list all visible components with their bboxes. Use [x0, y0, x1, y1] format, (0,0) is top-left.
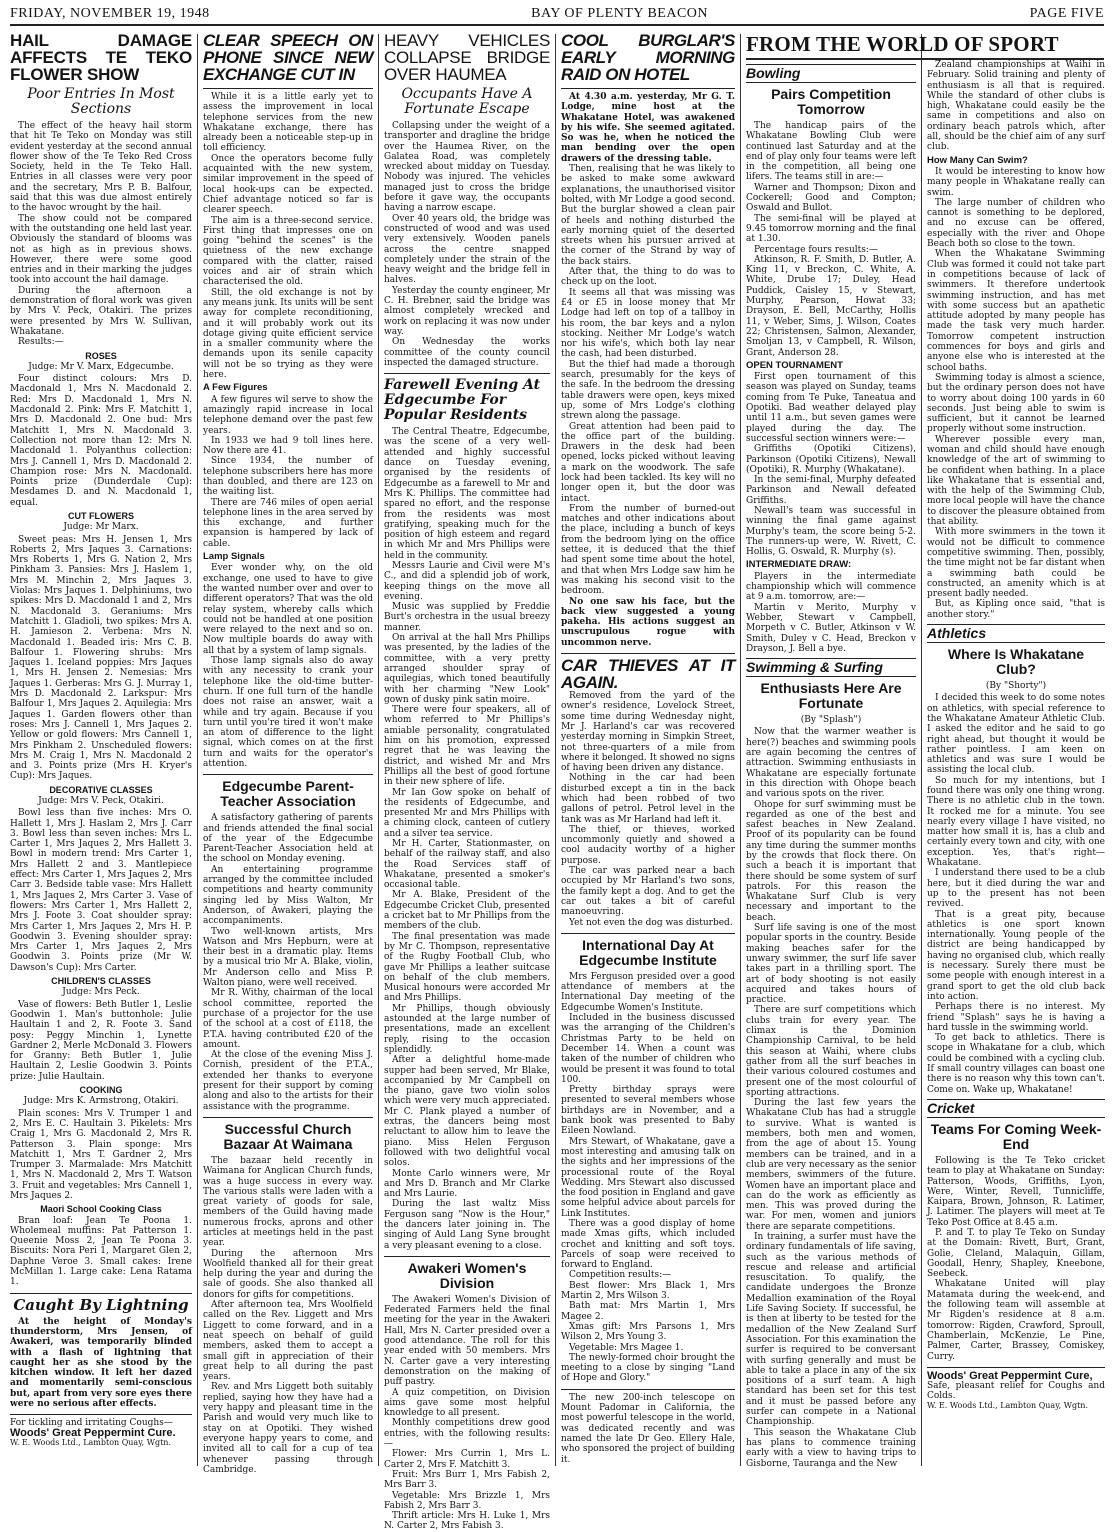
paragraph: In the semi-final, Murphy defeated Parkinson and Newall defeated Griffiths. — [746, 475, 916, 506]
paragraph: Vegetable: Mrs Magee 1. — [569, 1342, 684, 1353]
paragraph: But, as Kipling once said, "that is another story." — [927, 599, 1105, 620]
paragraph: Once the operators become fully acquainted with the new system, similar improvement in the speed of local hook-ups can be expected. Chief advantage noticed so far is clearer speech. — [203, 153, 373, 216]
paragraph: After a delightful home-made supper had been served, Mr Blake, accompanied by Mr Campbell on the piano, gave two violin solos which were very much appreciated. Mr C. Plank played a number of extras, the dancers being most reluctant to allow him to leave the piano. Miss Helen Ferguson followed with two delightful vocal solos. — [384, 1055, 550, 1169]
paragraph: But the thief had made a thorough search, presumably for the keys of the safe. In the bedroom the dressing table drawers were open, keys mixed up, some of Mrs Lodge's clothing strewn along the passage. — [561, 359, 735, 422]
paragraph: Mr H. Carter, Stationmaster, on behalf of the railway staff, and also the Road Services staff of Whakatane, presented a smoker's occasional table. — [384, 839, 550, 891]
paragraph: Pretty birthday sprays were presented to several members whose birthdays are in November, and a bank book was presented to Baby Eileen Nowland. — [561, 1085, 735, 1137]
paragraph-closing: No one saw his face, but the back view suggested a young pakeha. His actions suggest an unscrupulous rogue with uncommon nerve. — [561, 596, 735, 648]
paragraph: Ohope for surf swimming must be regarded as one of the best and safest beaches in New Zealand. Proof of its popularity can be found any time during the summer months by the crowds that flock there. On such a beach it is important that there should be some system of surf patrols. For this reason the Whakatane Surf Club is very necessary and important to the beach. — [746, 799, 916, 923]
paragraph: Flower: Mrs Currin 1, Mrs L. Carter 2, Mrs F. Matchitt 3. — [384, 1449, 550, 1470]
paragraph: Atkinson, R. F. Smith, D. Butler, A. King 11, v Breckon, C. White, A. White, Drube 17; Duley, Head Puddick, Caisley 15, v Stewart, Murphy, Pearson, Howat 33; Drayson, E. Bell, McCarthy, Hollis 11, v Weber, Sims, J. Wilson, Coates 22; Christensen, Salmon, Alexander, Smoljan 13, v Campbell, R. Wilson, Grant, Anderson 28. — [746, 254, 916, 358]
paragraph: Newall's team was successful in winning the final game against Murphy's team, the score being 5-2. The runners-up were, W. Rivett, C. Hollis, G. Oswald, R. Murphy (s). — [746, 505, 916, 558]
ad-footer: W. E. Woods Ltd., Lambton Quay, Wgtn. — [927, 1400, 1088, 1410]
masthead-date: FRIDAY, NOVEMBER 19, 1948 — [10, 6, 210, 21]
advertisement-woods — [927, 1371, 1105, 1411]
paragraph: Xmas gift: Mrs Parsons 1, Mrs Wilson 2, Mrs Young 3. — [561, 1321, 735, 1343]
paragraph: The final presentation was made by Mr C. Thompson, representative of the Rugby Football Club, who gave Mr Phillips a leather suitcase on behalf of the club members. Musical honours were accorded Mr and Mrs Phillips. — [384, 931, 550, 1004]
paragraph: Following is the Te Teko cricket team to play at Whakatane on Sunday: Patterson, Woods, Griffiths, Lyon, Were, Winter, Revell, Tunnicliffe, Kaipara, Brown, Johnson, R. Latimer, J. Latimer. The players will meet at Te Teko Post Office at 8.45 a.m. — [927, 1155, 1105, 1228]
paragraph: Results:— — [18, 337, 64, 348]
paragraph: Zealand championships at Waihi in February. Solid training and plenty of enthusiasm is all that is required. While the standard of other clubs is high, Whakatane could easily be the same in competitions and also on ordinary beach patrols which, after all, should be the chief aim of any surf club. — [927, 60, 1105, 153]
divider — [384, 373, 550, 374]
paragraph: Rev. and Mrs Liggett both suitably replied, saying how they have had a very happy and pleasant time in the Parish and would very much like to stay on at Opotiki. They wished everyone happy years to come, and invited all to call for a cup of tea whenever passing through Cambridge. — [203, 1382, 373, 1475]
divider — [561, 933, 735, 934]
paragraph: Monte Carlo winners were, Mr and Mrs D. Branch and Mr Clarke and Mrs Laurie. — [384, 1168, 550, 1200]
paragraph: Monthly competitions drew good entries, with the following results:— — [384, 1418, 550, 1450]
paragraph: The new 200-inch telescope on Mount Padomar in California, the most powerful telescope in the world, was dedicated recently and was named the late Dr Geo. Ellery Hale, who sponsored the project of building it. — [561, 1392, 735, 1465]
masthead — [10, 4, 1104, 26]
paragraph: Mrs Stewart, of Whakatane, gave a most interesting and amusing talk on the sights and her impressions of the processional route of the Royal Wedding. Mrs Stewart also discussed the food position in England and gave some helpful advice about parcels for Link Institutes. — [561, 1136, 735, 1219]
headline-parent-teacher: Edgecumbe Parent-Teacher Association — [220, 778, 356, 810]
paragraph: Two well-known artists, Mrs Watson and Mrs Hepburn, were at their best in a dramatic play. Items by a musical trio Mr A. Blake, violin, Mr Anderson cello and Miss P. Walton piano, were well received. — [203, 926, 373, 989]
paragraph: So much for my intentions, but I found there was only one thing wrong. There is no athletic club in the town. It rocked me for a minute. You see nearly every village I have visited, no matter how small it is, has a club and certainly every town and city, with one exception. Yes, that's right—Whakatane. — [927, 775, 1105, 869]
headline-hail-damage: HAIL DAMAGE AFFECTS TE TEKO FLOWER SHOW — [10, 31, 192, 84]
divider — [561, 88, 735, 89]
section-label-childrens: CHILDREN'S CLASSES — [51, 976, 151, 987]
subhead-poor-entries: Poor Entries In Most Sections — [27, 86, 175, 117]
paragraph: Mr Ian Gow spoke on behalf of the residents of Edgecumbe, and presented Mr and Mrs Phillips with a chiming clock, canteen of cutlery and a silver tea service. — [384, 787, 550, 839]
section-label-bowling: Bowling — [746, 64, 916, 83]
paragraph: There are surf competitions which clubs train for every year. The climax is the Dominion Championship Carnival, to be held this season at Waihi, where clubs gather from all the surf beaches in their various coloured costumes and present one of the most colourful of sporting attractions. — [746, 1005, 916, 1098]
divider — [203, 774, 373, 775]
paragraph: The newly-formed choir brought the meeting to a close by singing "Land of Hope and Glory." — [561, 1352, 735, 1384]
paragraph: That is a great pity, because athletics is one sport known internationally. Young people of the district are being handicapped by having no organised club, which really is necessary. Surely there must be some people with enough interest in a grand sport to get the old club back into action. — [927, 909, 1105, 1002]
paragraph: Warner and Thompson; Dixon and Cockerell; Good and Compton; Oswald and Bullot. — [746, 182, 916, 214]
judge-line: Judge: Mrs K. Armstrong, Otakiri. — [23, 1096, 179, 1107]
ad-line: Safe, pleasant relief for Coughs and Colds. — [927, 1380, 1105, 1401]
section-label-swimming: Swimming & Surfing — [746, 658, 916, 677]
subhead-intermediate-draw: INTERMEDIATE DRAW: — [746, 559, 852, 571]
paragraph: A quiz competition, on Division aims gave some most helpful knowledge to all present. — [384, 1387, 550, 1419]
judge-line: Judge: Mr V. Marx, Edgecumbe. — [28, 361, 174, 372]
paragraph: Whakatane United will play Matamata during the week-end, and the following team will assemble at Mr Rigden's residence at 8 a.m. tomorrow: Rigden, Crawford, Sproull, Chamberlain, McKenzie, Le Pine, Palmer, Carter, Brassey, Comiskey, Curry. — [927, 1279, 1105, 1362]
subhead-a-few-figures: A Few Figures — [203, 382, 268, 394]
paragraph: P. and T. to play Te Teko on Sunday at the Domain: Rivett, Burt, Grant, Golie, Cleland, Malaquin, Gillam, Goodall, Henry, Shapley, Kneebone, Seebeck. — [927, 1227, 1105, 1280]
ad-brand: Woods' Great Peppermint Cure. — [10, 1427, 176, 1440]
paragraph: From the number of burned-out matches and other indications about the place, including a bunch of keys from the bedroom lying on the office settee, it is deduced that the thief had spent some time about the hotel, and that when Mrs Lodge saw him he was making his second visit to the bedroom. — [561, 503, 735, 597]
divider — [561, 653, 735, 654]
paragraph: When the Whakatane Swimming Club was formed it could not take part in competitions because of lack of swimmers. It therefore undertook swimming instruction, and has met with some success but an apathetic attitude adopted by many people has made the task very much harder. Tomorrow competent instruction commences for boys and girls and anyone else who is interested at the school baths. — [927, 249, 1105, 373]
paragraph: Players in the intermediate championship which will commence at 9 a.m. tomorrow, are:— — [746, 571, 916, 603]
paragraph: Mrs Ferguson presided over a good attendance of members at the International Day meeting of the Edgecumbe Women's Institute. — [561, 971, 735, 1013]
paragraph: Mr Phillips, though obviously astounded at the large number of presentations, made an excellent reply, rising to the occasion splendidly. — [384, 1003, 550, 1055]
column-3 — [384, 31, 550, 1532]
paragraph: Thrift article: Mrs H. Luke 1, Mrs N. Carter 2, Mrs Fabish 3. — [384, 1511, 550, 1532]
headline-caught-by-lightning: Caught By Lightning — [13, 1295, 189, 1314]
paragraph: The aim is a three-second service. First thing that impresses one on going "behind the scenes" is the quietness of the new exchange compared with the clatter, raised voices and air of strain which characterised the old. — [203, 215, 373, 288]
divider — [10, 1293, 192, 1294]
paragraph: Included in the business discussed was the arranging of the Children's Christmas Party to be held on December 14. When a count was taken of the number of children who would be present it was found to total 100. — [561, 1013, 735, 1085]
headline-enthusiasts: Enthusiasts Here Are Fortunate — [760, 680, 902, 712]
judge-line: Judge: Mrs V. Peck, Otakiri. — [38, 796, 164, 806]
paragraph: Wherever possible every man, woman and child should have enough knowledge of the art of swimming to be confident when bathing. In a place like Whakatane that is essential and, with the help of the Swimming Club, more local people will have the chance to discover the pleasure obtained from that ability. — [927, 434, 1105, 528]
headline-car-thieves: CAR THIEVES AT IT AGAIN. — [561, 656, 735, 693]
divider — [203, 88, 373, 89]
paragraph: The show could not be compared with the outstanding one held last year. Obviously the standard of blooms was not as high as in previous shows. However, there were some good entries and in their marking the judges took into account the hail damage. — [10, 213, 192, 286]
results-cooking: Plain scones: Mrs V. Trumper 1 and 2, Mrs E. C. Haultain 3. Pikelets: Mrs Craig 1, Mrs G. Macdonald 2, Mrs R. Patterson 3. Plain sponge: Mrs Matchitt 1, Mrs T. Gardner 2, Mrs Trumper 3. Marmalade: Mrs Matchitt 1, Mrs N. Macdonald 2, Mrs T. Watson 3. Fruit and vegetables: Mrs Cannell 1, Mrs Jaques 2. — [10, 1108, 192, 1201]
paragraph: With more swimmers in the town it would not be difficult to commence competitive swimming. Then, possibly, the time might not be far distant when a swimming bath could be constructed, an amenity which is at present badly needed. — [927, 527, 1105, 600]
paragraph: Griffiths (Opotiki Citizens), Parkinson (Opotiki Citizens), Newall (Opotiki), R. Murphy (Whakatane). — [746, 444, 916, 475]
paragraph: After afternoon tea, Mrs Woolfield called on the Rev. Liggett and Mrs Liggett to come forward, and in a neat speech on behalf of guild members, asked them to accept a small gift in appreciation of their great help to all during the past years. — [203, 1300, 373, 1383]
paragraph: To get back to athletics. There is scope in Whakatane for a club, which could be combined with a cycling club. If small country villages can boast one there is no reason why this town can't. Come on. Wake up, Whakatane! — [927, 1033, 1105, 1095]
paragraph: A few figures wil serve to show the amazingly rapid increase in local telephone demand over the past few years. — [203, 394, 373, 436]
divider — [10, 1414, 192, 1415]
headline-awakeri-womens: Awakeri Women's Division — [407, 1259, 527, 1291]
paragraph: Collapsing under the weight of a transporter and dragline the bridge over the Haumea River, on the Galatea Road, was completely wrecked about midday on Tuesday. Nobody was injured. The vehicles managed just to cross the bridge before it gave way, the occupants having a narrow escape. — [384, 121, 550, 214]
paragraph: Now that the warmer weather is here(?) beaches and swimming pools are again becoming the centres of attraction. Swimming enthusiasts in Whakatane are especially fortunate in this direction with Ohope beach and various spots on the river. — [746, 727, 916, 800]
paragraph: Over 40 years old, the bridge was constructed of wood and was used very extensively. Wooden panels across the centre snapped completely under the strain of the heavy weight and the bridge fell in halves. — [384, 213, 550, 286]
paragraph: The bazaar held recently in Waimana for Anglican Church funds, was a huge success in every way. The various stalls were laden with a great variety of goods for sale, members of the Guild having made numerous frocks, aprons and other articles at meetings held in the past year. — [203, 1155, 373, 1249]
section-label-cricket: Cricket — [927, 1099, 1105, 1118]
masthead-paper-name: BAY OF PLENTY BEACON — [531, 6, 709, 21]
paragraph: During the afternoon Mrs Woolfield thanked all for their great help during the year and during the sale of goods. She also thanked all donors for gifts for competitions. — [203, 1248, 373, 1300]
advertisement-woods — [10, 1418, 192, 1448]
paragraph: In training, a surfer must have the ordinary fundamentals of life saving, such as the various methods of rescue and release and artificial resuscitation. To qualify, the candidate undergoes the Bronze Medallion examination of the Royal Life Saving Society. If successful, he is then at liberty to be tested for the medallion of the New Zealand Surf Association. For this examination the surfer is required to be conversant with surfing generally and must be able to take a place in any of the six positions of a surf team. A high standard has been set for this test and it must be passed before any surfer can compete in a National Championship. — [746, 1231, 916, 1428]
paragraph: Martin v Merito, Murphy v Webber, Stewart v Campbell, Morpeth v C. Butler, Atkinson v W. Smith, Duley v C. Head, Breckon v Drayson, J. Bell a bye. — [746, 602, 916, 654]
paragraph: A satisfactory gathering of parents and friends attended the final social of the year of the Edgecumbe Parent-Teacher Association held at the school on Monday evening. — [203, 813, 373, 865]
results-roses: Four distinct colours: Mrs D. Macdonald 1, Mrs N. Macdonald 2. Red: Mrs D. Macdonald 1, Mrs N. Macdonald 2. Pink: Mrs F. Matchitt 1, Mrs D. Macdonald 2. One bud: Mrs Matchitt 1, Mrs N. Macdonald 3. Collection not more than 12: Mrs N. Macdonald 1. Polyanthus collection: Mrs J. Cannell 1, Mrs D. Macdonald 2. Champion rose: Mrs N. Macdonald. Points prize (Dunderdale Cup): Mesdames D. and N. Macdonald 1, equal. — [10, 374, 192, 508]
paragraph-lead: At 4.30 a.m. yesterday, Mr G. T. Lodge, mine host at the Whakatane Hotel, was awakened by his wife. She seemed agitated. So was he, when he noticed the man bending over the open drawers of the dressing table. — [561, 92, 735, 164]
paragraph: While it is a little early yet to assess the improvement in local telephone services from the new Whakatane exchange, there has already been a noticeable step-up in toll efficiency. — [203, 92, 373, 154]
paragraph: During the afternoon a demonstration of floral work was given by Mrs V. Peck, Otakiri. The prizes were presented by Mrs W. Sullivan, Whakatane. — [10, 285, 192, 337]
paragraph: Mr R. Withy, chairman of the local school committee, reported the purchase of a projector for the use of the school at a cost of £118, the P.T.A. having contributed £20 of the amount. — [203, 988, 373, 1050]
divider — [561, 1389, 735, 1390]
paragraph: The Central Theatre, Edgecumbe, was the scene of a very well-attended and highly successful dance on Tuesday evening, organised by the residents of Edgecumbe as a farewell to Mr and Mrs K. Phillips. The committee had spared no effort, and the response from the residents was most gratifying, speaking much for the position of high esteem and regard in which Mr and Mrs Phillips were held in the community. — [384, 427, 550, 561]
paragraph: Percentage fours results:— — [754, 244, 878, 255]
paragraph: After that, the thing to do was to check up on the loot. — [561, 267, 735, 288]
section-label-cut-flowers: CUT FLOWERS — [68, 510, 134, 521]
paragraph: Yesterday the county engineer, Mr C. H. Brebner, said the bridge was almost completely wrecked and work on replacing it was now under way. — [384, 285, 550, 337]
paragraph: Music was supplied by Freddie Burt's orchestra in the usual breezy manner. — [384, 602, 550, 633]
section-title-world-of-sport: FROM THE WORLD OF SPORT — [746, 32, 1104, 60]
paragraph: The large number of children who cannot is something to be deplored, and no excuse can be offered, especially with the river and Ohope Beach both so close to the town. — [927, 197, 1105, 250]
headline-church-bazaar: Successful Church Bazaar At Waimana — [223, 1120, 353, 1152]
paragraph: Fruit: Mrs Burr 1, Mrs Fabish 2, Mrs Barr 3. — [384, 1469, 550, 1491]
section-label-maori-school: Maori School Cooking Class — [40, 1204, 162, 1215]
paragraph: On arrival at the hall Mrs Phillips was presented, by the ladies of the committee, with a very pretty arranged shoulder spray of aquilegias, which toned beautifully with her charming "New Look" gown of dusky pink satin moire. — [384, 633, 550, 705]
results-maori-school: Bran loaf: Jean Te Poona 1. Wholemeal muffins: Pat Patterson 1. Queenie Moss 2, Jean Te Poona 3. Biscuits: Nora Peri 1, Margaret Glen 2, Daphne Veroe 3. Small cakes: Irene McMillan 1. Large cake: Lena Ratama 1. — [10, 1215, 192, 1288]
headline-where-is-club: Where Is Whakatane Club? — [947, 646, 1085, 678]
results-cut-flowers: Sweet peas: Mrs H. Jensen 1, Mrs Roberts 2, Mrs Jaques 3. Carnations: Mrs Roberts 1, Mrs G. Nation 2, Mrs Pinkham 3. Pansies: Mrs J. Haslem 1, Mrs M. Minchin 2, Mrs Jaques 3. Violas: Mrs Jaques 1. Delphiniums, two spikes: Mrs D. Macdonald 1 and 2, Mrs N. Macdonald 3. Geraniums: Mrs Matchitt 1. Gladioli, two spikes: Mrs A. H. Jamieson 2. Verbena: Mrs N. Macdonald 1. Beaded iris: Mrs C. B. Balfour 1. Flowering shrubs: Mrs Jaques 1. Iceland poppies: Mrs Jaques 1, Mrs H. Jensen 2. Nemesias: Mrs Jaques 1. Gerberas: Mrs G. J. Murray 1, Mrs D. Macdonald 2. Larkspur: Mrs Balfour 1, Mrs Jaques 2. Aquilegia: Mrs Jaques 1. Garden flowers other than roses: Mrs J. Cannell 1, Mrs Jaques 2. Yellow or gold flowers: Mrs Cannell 1, Mrs Pinkham 2. Unscheduled flowers: Mrs M. Craig 1, Mrs N. Macdonald 2 and 3. Points prize (Mrs H. Kryer's Cup): Mrs Jaques. — [10, 534, 192, 782]
headline-pairs-competition: Pairs Competition Tomorrow — [771, 86, 891, 117]
paragraph: Those lamp signals also do away with any necessity to crank your telephone like the old-time butter-churn. If one full turn of the handle does not raise an answer, wait a while and try again. Because if you turn until you're tired it won't make an atom of difference to the light signal, which comes on at the first turn and waits for the operator's attention. — [203, 656, 373, 769]
headline-heavy-vehicles: HEAVY VEHICLES COLLAPSE BRIDGE OVER HAUMEA — [384, 31, 550, 84]
results-childrens: Vase of flowers: Beth Butler 1, Leslie Goodwin 1. Man's buttonhole: Julie Haultain 1 and 2, R. Foote 3. Sand posy: Peggy Minchin 1, Lynette Gardner 2, Merle McDonald 3. Flowers for Granny: Beth Butler 1, Julie Haultain 2, Leslie Goodwin 3. Points prize: Julie Haultain. — [10, 999, 192, 1082]
paragraph: Best flower: Mrs Black 1, Mrs Martin 2, Mrs Wilson 3. — [561, 1280, 735, 1302]
paragraph: First open tournament of this season was played on Sunday, teams coming from Te Puke, Taneatua and Opotiki. Bad weather delayed play until 11 a.m., but seven games were played during the day. The successful section winners were:— — [746, 372, 916, 444]
column-rule — [921, 34, 922, 1466]
headline-teams-week-end: Teams For Coming Week-End — [930, 1120, 1102, 1152]
column-rule — [378, 34, 379, 1466]
headline-farewell-evening: Farewell Evening At Edgecumbe For Popular Residents — [384, 377, 541, 424]
paragraph: There are 746 miles of open aerial telephone lines in the area served by this exchange, and further expansion is hampered by lack of cable. — [203, 497, 373, 549]
paragraph: An entertaining programme arranged by the committee included competitions and hearty community singing led by Miss Walton, Mr Anderson, of Awakeri, playing the accompaniments. — [203, 864, 373, 927]
paragraph: Then, realising that he was likely to be asked to make some awkward explanations, the unauthorised visitor bolted, with Mr Lodge a good second. But the burglar showed a clean pair of heels and nothing disturbed the early morning quiet of the deserted streets when his pursuer arrived at the corner of the Strand by way of the back stairs. — [561, 164, 735, 267]
headline-cool-burglar: COOL BURGLAR'S EARLY MORNING RAID ON HOTEL — [561, 31, 735, 84]
paragraph: Swimming today is almost a science, but the ordinary person does not have to worry about doing 100 yards in 60 seconds. Just being able to swim is sufficient, but it cannot be learned properly without some instruction. — [927, 372, 1105, 435]
column-rule — [197, 34, 198, 1466]
paragraph: Removed from the yard of the owner's residence, Lovelock Street, some time during Wednesday night, Mr J. Harland's car was recovered yesterday morning in Simpkin Street, not three-quarters of a mile from where it belonged. It showed no signs of having been driven any distance. — [561, 691, 735, 774]
column-4 — [561, 32, 735, 1468]
paragraph: Bath mat: Mrs Martin 1, Mrs Magee 2. — [561, 1301, 735, 1322]
paragraph: At the height of Monday's thunderstorm, Mrs Jensen, of Awakeri, was temporarily blinded with a flash of lightning that caught her as she stood by the kitchen window. It left her dazed and momentarily semi-conscious but, apart from very sore eyes there were no serious after effects. — [10, 1316, 192, 1410]
column-6 — [927, 60, 1105, 1468]
section-label-athletics: Athletics — [927, 624, 1105, 643]
paragraph: During the last few years the Whakatane Club has had a struggle to survive. What is wanted is members, both men and women, from the age of about 15. Young members can be trained, and in a club are very necessary as the senior members, swimmers of the future. Women have an important place and can do the work as efficiently as men. This was proved during the war. For men, women and juniors there are separate competitions. — [746, 1098, 916, 1232]
divider — [384, 1256, 550, 1257]
paragraph: Ever wonder why, on the old exchange, one used to have to give the wanted number over and over to different operators? That was the old relay system, whereby calls which could not be handled at one position were relayed to the next and so on. Now multiple boards do away with all that by a system of lamp signals. — [203, 563, 373, 656]
headline-clear-speech: CLEAR SPEECH ON PHONE SINCE NEW EXCHANGE CUT IN — [203, 31, 373, 84]
paragraph: The Awakeri Women's Division of Federated Farmers held the final meeting for the year in the Awakeri Hall, Mrs N. Carter presided over a good attendance. The roll for this year ended with 50 members. Mrs N. Carter gave a very interesting demonstration on the making of puff pastry. — [384, 1294, 550, 1388]
paragraph: This season the Whakatane Club has plans to commence training early with a view to having trips to Gisborne, Tauranga and the New — [746, 1427, 916, 1469]
paragraph: Since 1934, the number of telephone subscribers here has more than doubled, and there are 123 on the waiting list. — [203, 456, 373, 498]
paragraph: I understand there used to be a club here, but it died during the war and up to the present has not been revived. — [927, 868, 1105, 910]
paragraph: Competition results:— — [569, 1270, 672, 1281]
paragraph: The effect of the heavy hail storm that hit Te Teko on Monday was still evident yesterday at the second annual flower show of the Te Teko Red Cross Society, held in the Te Teko Hall. Entries in all classes were very poor and the secretary, Mrs P. B. Balfour, said that this was due almost entirely to the havoc wrought by the hail. — [10, 121, 192, 214]
paragraph: Still, the old exchange is not by any means junk. Its units will be sent away for complete reconditioning, and it will probably work out its dotage giving quite efficient service in a smaller community where the demands upon its senile capacity will not be so trying as they were here. — [203, 287, 373, 381]
judge-line: Judge: Mrs Peck. — [62, 987, 140, 998]
paragraph: During the last waltz Miss Ferguson sang "Now is the Hour," the dancers later joining in. The singing of Auld Lang Syne brought a very pleasant evening to a close. — [384, 1199, 550, 1251]
column-rule — [740, 34, 741, 1466]
paragraph: At the close of the evening Miss J. Cornish, president of the P.T.A., extended her thanks to everyone present for their support by coming along and also to the artists for their assistance with the programme. — [203, 1050, 373, 1112]
byline: (By "Shorty") — [985, 681, 1047, 692]
column-2 — [203, 31, 373, 1475]
paragraph: Mr A. Blake, President of the Edgecumbe Cricket Club, presented a cricket bat to Mr Phillips from the members of the club. — [384, 890, 550, 932]
subhead-how-many-can-swim: How Many Can Swim? — [927, 154, 1028, 166]
paragraph: The thief, or thieves, worked uncommonly quietly and showed a cool audacity worthy of a higher purpose. — [561, 824, 735, 866]
paragraph: I decided this week to do some notes on athletics, with special reference to the Whakatane Amateur Athletic Club. I asked the editor and he said to go right ahead, but thought it would be rather pointless. I am keen on athletics and was sure I would be assisting the local club. — [927, 693, 1105, 776]
ad-brand: Woods' Great Peppermint Cure, — [927, 1369, 1093, 1382]
paragraph: Great attention had been paid to the office part of the building. Drawers in the desk had been opened, locks picked without leaving a mark on the woodwork. The safe lock had been tackled. Its key will no longer open it, but the door was intact. — [561, 421, 735, 504]
column-1 — [10, 32, 192, 1468]
subhead-open-tournament: OPEN TOURNAMENT — [746, 359, 843, 371]
byline: (By "Splash") — [800, 715, 862, 726]
paragraph: Surf life saving is one of the most popular sports in the country. Beside making beaches safer for the unwary swimmer, the surf life saver takes part in a thrilling sport. The art of body shooting is not easily acquired and takes hours of practice. — [746, 923, 916, 1006]
paragraph: Perhaps there is no interest. My friend "Splash" says he is having a hard tussle in the swimming world. — [927, 1002, 1105, 1033]
paragraph: There was a good display of home made Xmas gifts, which included crochet and knitting and soft toys. Parcels of soap were received to forward to England. — [561, 1218, 735, 1271]
paragraph: The semi-final will be played at 9.45 tomorrow morning and the final at 1.30. — [746, 213, 916, 245]
divider — [203, 1117, 373, 1118]
ad-footer: W. E. Woods Ltd., Lambton Quay, Wgtn. — [10, 1438, 171, 1448]
paragraph: Vegetable: Mrs Brizzle 1, Mrs Fabish 2, Mrs Barr 3. — [384, 1490, 550, 1511]
section-label-roses: ROSES — [85, 350, 117, 361]
paragraph: There were four speakers, all of whom referred to Mr Phillips's amiable personality, congratulated him on his promotion, expressed regret that he was leaving the district, and wished Mr and Mrs Phillips all the best of good fortune in their new sphere of life. — [384, 705, 550, 788]
paragraph: It would be interesting to know how many people in Whakatane really can swim. — [927, 166, 1105, 198]
paragraph: Messrs Laurie and Civil were M's C., and did a splendid job of work, keeping things on the move all evening. — [384, 560, 550, 602]
paragraph: It seems all that was missing was £4 or £5 in loose money that Mr Lodge had left on top of a tallboy in his room, the bar keys and a nylon stocking. Neither Mr Lodge's watch nor his wife's, which both lay near the cash, had been disturbed. — [561, 287, 735, 360]
paragraph: On Wednesday the works committee of the county council inspected the damaged structure. — [384, 337, 550, 368]
subhead-fortunate-escape: Occupants Have A Fortunate Escape — [401, 86, 533, 117]
column-rule — [555, 34, 556, 1466]
judge-line: Judge: Mr Marx. — [63, 522, 139, 533]
headline-international-day: International Day At Edgecumbe Institute — [579, 936, 717, 968]
results-decorative: Bowl less than five inches: Mrs O. Hallett 1, Mrs J. Haslam 2, Mrs J. Carr 3. Bowl less than seven inches: Mrs L. Carter 1, Mrs Jaques 2, Mrs Hallett 3. Bowl in modern trend: Mrs Carter 1, Mrs Hallett 2 and 3. Mantlepiece effect: Mrs Carter 1, Mrs Jaques 2, Mrs Carr 3. Bedside table vase: Mrs Hallett 1, Mrs Jaques 2, Mrs Carter 3. Vase of flowers: Mrs Carter 1, Mrs Hallett 2, Mrs J. Foote 3. Coat shoulder spray: Mrs Carter 1, Mrs Jaques 2, Mrs H. P. Goodwin 3. Evening shoulder spray: Mrs Carter 1, Mrs Jaques 2, Mrs Goodwin 3. Points prize (Mr W. Dawson's Cup): Mrs Carter. — [10, 808, 192, 973]
subhead-lamp-signals: Lamp Signals — [203, 551, 265, 563]
paragraph: In 1933 we had 9 toll lines here. Now there are 41. — [203, 435, 373, 457]
paragraph: Yet not even the dog was disturbed. — [569, 917, 733, 928]
section-label-cooking: COOKING — [79, 1085, 123, 1096]
divider — [927, 1367, 1105, 1368]
section-label-decorative: DECORATIVE CLASSES — [49, 784, 153, 795]
ad-line: For tickling and irritating Coughs— — [10, 1418, 173, 1429]
paragraph: The handicap pairs of the Whakatane Bowling Club were continued last Saturday and at the end of play only four teams were left in the competition, all being one lifers. The teams still in are:— — [746, 121, 916, 183]
masthead-page-number: PAGE FIVE — [1029, 6, 1104, 21]
paragraph: Nothing in the car had been disturbed except a tin in the back which had been robbed of two gallons of petrol. Petrol level in the tank was as Mr Harland had left it. — [561, 773, 735, 825]
paragraph: The car was parked near a bach occupied by Mr Harland's two sons, the family kept a dog. And to get the car out takes a bit of careful manoeuvring. — [561, 866, 735, 918]
